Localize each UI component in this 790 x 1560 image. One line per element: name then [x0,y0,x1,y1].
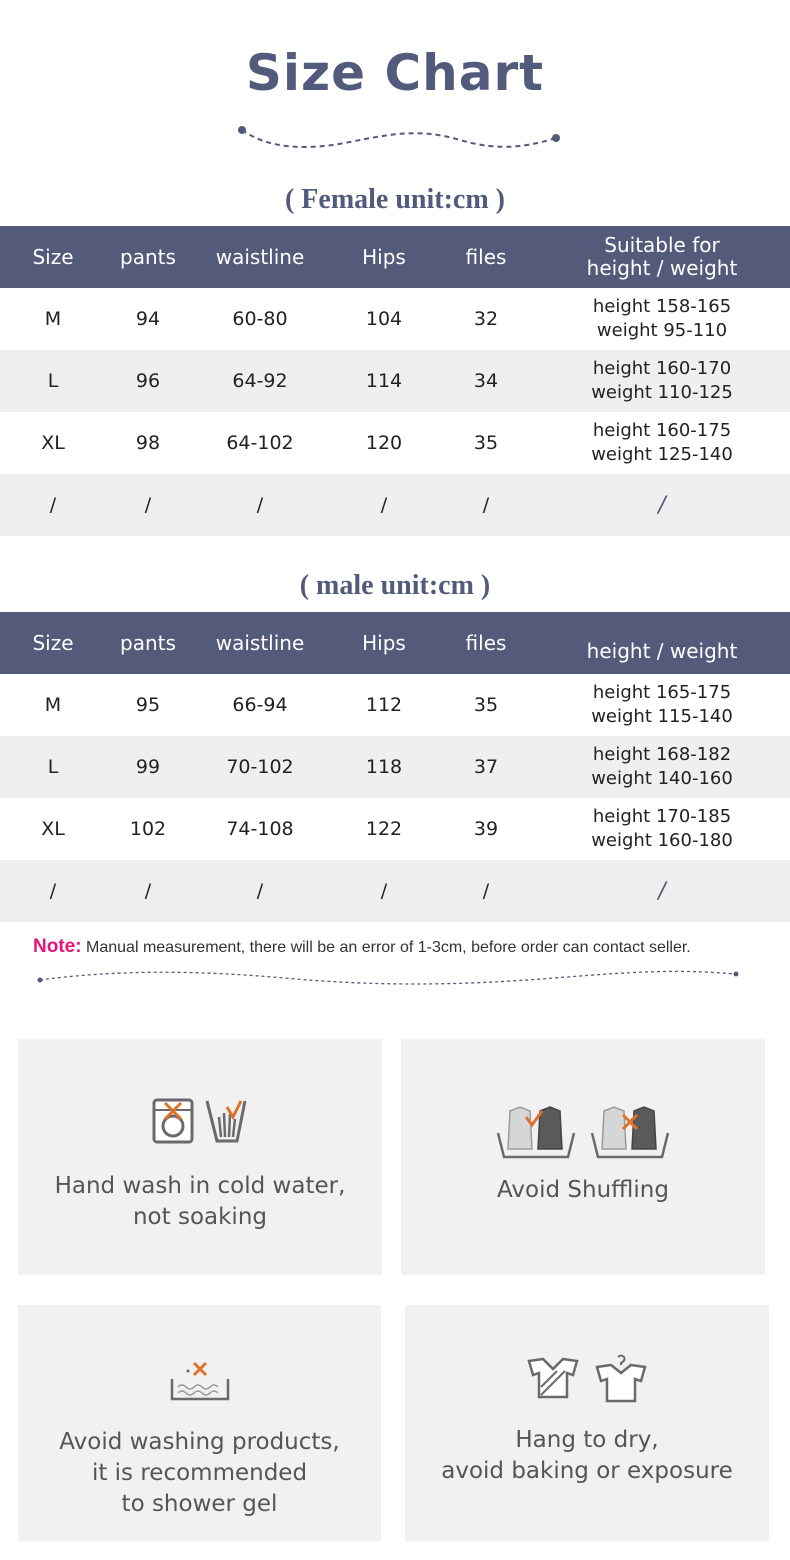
care-card-avoid-washing-products [18,1305,381,1541]
cell-waistline: 74-108 [226,818,294,840]
header-files: files [465,244,507,269]
washing-machine-icon [151,1097,195,1145]
cell-pants: 98 [135,432,161,454]
cell-pants: 102 [129,818,167,840]
cell-files: 35 [473,432,499,454]
header-waistline: waistline [215,244,305,269]
table-row [0,736,790,798]
cell-waistline: 66-94 [232,694,288,716]
header-pants: pants [120,244,176,269]
care-text [18,1427,381,1520]
cell-height-weight [534,743,790,791]
cell-pants: 96 [135,370,161,392]
table-row [0,674,790,736]
care-text [18,1171,382,1233]
cell-size: / [49,880,57,902]
cell-files: 35 [473,694,499,716]
cell-height-weight [534,419,790,467]
cell-height: height 165-175 [592,682,732,703]
cell-weight: weight 110-125 [591,382,733,403]
cell-height: height 158-165 [592,296,732,317]
cell-waistline: 64-102 [226,432,294,454]
cell-pants: 94 [135,308,161,330]
cell-files: 39 [473,818,499,840]
care-text-line2: not soaking [132,1204,267,1230]
female-table-header [0,226,790,288]
cell-size: / [49,494,57,516]
cell-files: 37 [473,756,499,778]
table-row [0,860,790,922]
cell-hips: 112 [365,694,403,716]
cell-height-weight: / [658,492,666,518]
header-suitable-line1: Suitable for [604,233,720,257]
header-suitable-line2: height / weight [586,256,738,280]
male-size-table [0,612,790,922]
header-pants: pants [120,630,176,655]
cell-pants: 95 [135,694,161,716]
care-text-line1: Avoid Shuffling [497,1177,669,1203]
cell-weight: weight 125-140 [591,444,733,465]
care-text-line1: Hang to dry, [515,1427,659,1453]
table-row [0,798,790,860]
cell-height-weight [534,357,790,405]
cell-height-weight [534,805,790,853]
basin-no-detergent-icon [170,1359,230,1405]
cell-height: height 160-170 [592,358,732,379]
cell-height-weight [534,681,790,729]
cell-files: 32 [473,308,499,330]
cell-size: M [44,694,62,716]
care-icons [18,1097,382,1145]
table-row [0,350,790,412]
header-hips: Hips [362,630,406,655]
male-table-header [0,612,790,674]
cell-size: XL [41,818,65,840]
cell-weight: weight 140-160 [591,768,733,789]
female-size-table [0,226,790,536]
cell-waistline: / [256,880,264,902]
measurement-note [33,936,773,958]
note-divider-wave [34,966,744,988]
cell-height-weight [534,295,790,343]
cell-size: L [47,756,59,778]
cell-waistline: 60-80 [232,308,288,330]
title-divider-wave [230,120,570,154]
cell-height: height 168-182 [592,744,732,765]
cell-height-weight: / [658,878,666,904]
header-height-weight: height / weight [586,638,738,663]
care-text-line1: Hand wash in cold water, [54,1173,346,1199]
cell-height: height 170-185 [592,806,732,827]
cell-size: XL [41,432,65,454]
cell-height: height 160-175 [592,420,732,441]
care-card-hand-wash [18,1039,382,1275]
header-size: Size [32,630,74,655]
care-text [405,1425,769,1487]
male-table-subtitle: ( male unit:cm ) [299,570,491,601]
cell-size: L [47,370,59,392]
cell-files: / [482,880,490,902]
cell-weight: weight 115-140 [591,706,733,727]
cell-hips: / [380,880,388,902]
mixed-laundry-ok-icon [496,1103,576,1159]
care-icons [401,1103,765,1159]
cell-hips: 122 [365,818,403,840]
note-text: Manual measurement, there will be an error of 1-3cm, before order can contact seller. [86,939,691,956]
cell-pants: / [144,880,152,902]
table-row [0,474,790,536]
hand-wash-icon [203,1097,249,1145]
cell-hips: / [380,494,388,516]
cell-pants: 99 [135,756,161,778]
cell-waistline: 70-102 [226,756,294,778]
care-card-hang-to-dry [405,1305,769,1541]
cell-hips: 104 [365,308,403,330]
page-title: Size Chart [245,44,545,102]
cell-waistline: 64-92 [232,370,288,392]
cell-hips: 114 [365,370,403,392]
header-files: files [465,630,507,655]
cell-waistline: / [256,494,264,516]
cell-weight: weight 95-110 [596,320,728,341]
table-row [0,412,790,474]
mixed-laundry-no-icon [590,1103,670,1159]
care-icons [18,1359,381,1405]
cell-hips: 118 [365,756,403,778]
header-suitable [534,234,790,280]
female-table-subtitle: ( Female unit:cm ) [284,184,506,215]
cell-files: 34 [473,370,499,392]
shade-dry-icon [527,1353,579,1399]
header-waistline: waistline [215,630,305,655]
care-card-avoid-shuffling [401,1039,765,1275]
cell-hips: 120 [365,432,403,454]
cell-size: M [44,308,62,330]
cell-files: / [482,494,490,516]
note-label: Note: [33,936,82,957]
care-text-line3: to shower gel [121,1491,278,1517]
care-icons [405,1353,769,1403]
header-size: Size [32,244,74,269]
table-row [0,288,790,350]
hanger-shirt-icon [595,1353,647,1403]
care-text [401,1175,765,1206]
care-text-line2: it is recommended [91,1460,308,1486]
cell-weight: weight 160-180 [591,830,733,851]
care-text-line2: avoid baking or exposure [441,1458,733,1484]
header-hips: Hips [362,244,406,269]
care-text-line1: Avoid washing products, [59,1429,340,1455]
cell-pants: / [144,494,152,516]
